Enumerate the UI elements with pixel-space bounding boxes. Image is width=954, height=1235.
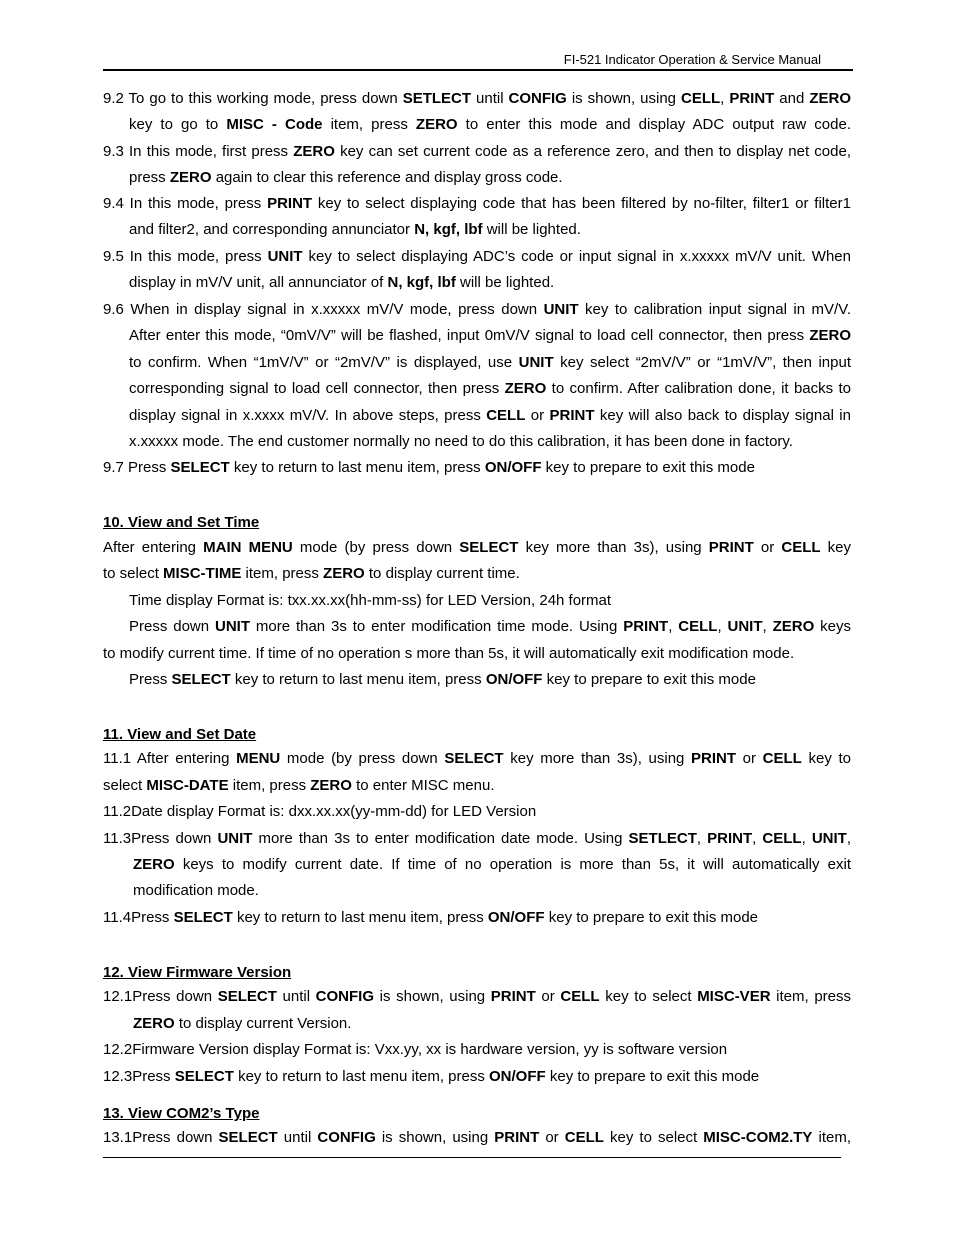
para-12-3 xyxy=(103,1068,851,1086)
para-9-6-line2 xyxy=(129,327,851,345)
key-term: SETLECT xyxy=(402,90,472,107)
text-run: key to select xyxy=(603,1129,704,1146)
key-term: SELECT xyxy=(459,539,519,556)
key-term: SELECT xyxy=(174,1068,234,1085)
key-term: MISC - Code xyxy=(226,116,323,133)
text-run: key xyxy=(820,539,851,556)
para-9-6-line5 xyxy=(129,407,851,425)
text-run: After enter this mode, “0mV/V” will be flashed, input 0mV/V signal to load cell connector, then press xyxy=(129,327,810,344)
key-term: UNIT xyxy=(811,830,847,847)
key-term: ON/OFF xyxy=(484,459,542,476)
heading-12 xyxy=(103,964,291,981)
text-run: , xyxy=(696,830,708,847)
key-term: UNIT xyxy=(727,618,763,635)
para-9-3-line2 xyxy=(129,169,851,187)
text-run: key to return to last menu item, press xyxy=(229,459,485,476)
heading-10 xyxy=(103,514,259,531)
key-term: MISC-COM2.TY xyxy=(703,1129,813,1146)
text-run: until xyxy=(471,90,509,107)
text-run: , xyxy=(762,618,773,635)
footer-rule xyxy=(103,1157,841,1158)
text-run: to enter this mode and display ADC output raw code. xyxy=(457,116,852,133)
key-term: CELL xyxy=(560,988,600,1005)
para-12-2 xyxy=(103,1041,851,1059)
key-term: SELECT xyxy=(217,988,277,1005)
text-run: 12.3Press xyxy=(103,1068,175,1085)
para-9-4-line2 xyxy=(129,221,851,239)
key-term: SETLECT xyxy=(628,830,697,847)
text-run: , xyxy=(846,830,852,847)
para-11-3-line1 xyxy=(103,830,851,848)
key-term: PRINT xyxy=(623,618,669,635)
key-term: ZERO xyxy=(772,618,815,635)
key-term: PRINT xyxy=(729,90,775,107)
text-run: key more than 3s), using xyxy=(518,539,709,556)
text-run: key to return to last menu item, press xyxy=(232,909,488,926)
para-11-2 xyxy=(103,803,851,821)
text-run: key to prepare to exit this mode xyxy=(544,909,759,926)
text-run: 13. View COM2’s Type xyxy=(103,1105,260,1122)
text-run: or xyxy=(753,539,782,556)
para-10-modify-line2 xyxy=(103,645,851,663)
text-run: 11.2Date display Format is: dxx.xx.xx(yy-mm-dd) for LED Version xyxy=(103,803,537,820)
key-term: CELL xyxy=(762,750,802,767)
text-run: key to return to last menu item, press xyxy=(233,1068,490,1085)
key-term: PRINT xyxy=(494,1129,540,1146)
key-term: UNIT xyxy=(518,354,554,371)
key-term: CELL xyxy=(781,539,821,556)
text-run: to confirm. After calibration done, it backs to xyxy=(546,380,851,397)
para-9-3-line1 xyxy=(103,143,851,161)
key-term: ON/OFF xyxy=(487,909,545,926)
para-9-6-line1 xyxy=(103,301,851,319)
text-run: and xyxy=(774,90,810,107)
text-run: to modify current time. If time of no operation s more than 5s, it will automatically exit modification mode. xyxy=(103,645,795,662)
text-run: will be lighted. xyxy=(482,221,581,238)
text-run: mode (by press down xyxy=(280,750,445,767)
key-term: PRINT xyxy=(691,750,737,767)
text-run: or xyxy=(535,988,561,1005)
key-term: CELL xyxy=(762,830,802,847)
para-9-5-line1 xyxy=(103,248,851,266)
key-term: MISC-TIME xyxy=(163,565,242,582)
text-run: After entering xyxy=(103,539,204,556)
text-run: 12.1Press down xyxy=(103,988,218,1005)
key-term: SELECT xyxy=(444,750,504,767)
header-title: FI-521 Indicator Operation & Service Manual xyxy=(563,52,821,67)
key-term: MENU xyxy=(236,750,281,767)
text-run: modification mode. xyxy=(133,882,259,899)
text-run: select xyxy=(103,777,147,794)
text-run: press xyxy=(129,169,170,186)
text-run: 9.6 When in display signal in x.xxxxx mV/V mode, press down xyxy=(103,301,544,318)
key-term: UNIT xyxy=(214,618,250,635)
para-10-line2 xyxy=(103,565,851,583)
text-run: key to calibration input signal in mV/V. xyxy=(578,301,851,318)
text-run: 11.1 After entering xyxy=(103,750,237,767)
header-rule xyxy=(103,69,853,71)
key-term: ZERO xyxy=(504,380,547,397)
text-run: 10. View and Set Time xyxy=(103,514,260,531)
key-term: CELL xyxy=(564,1129,604,1146)
text-run: , xyxy=(668,618,679,635)
para-11-3-line2 xyxy=(133,856,851,874)
text-run: 9.3 In this mode, first press xyxy=(103,143,294,160)
para-10-time-format xyxy=(129,592,851,610)
heading-11 xyxy=(103,726,256,743)
text-run: 11.4Press xyxy=(103,909,174,926)
key-term: CONFIG xyxy=(508,90,567,107)
text-run: item, press xyxy=(228,777,311,794)
para-10-line1 xyxy=(103,539,851,557)
para-10-return xyxy=(129,671,851,689)
key-term: ZERO xyxy=(415,116,458,133)
text-run: 9.7 Press xyxy=(103,459,171,476)
text-run: and filter2, and corresponding annunciator xyxy=(129,221,415,238)
text-run: display signal in x.xxxx mV/V. In above steps, press xyxy=(129,407,487,424)
key-term: PRINT xyxy=(267,195,313,212)
text-run: item, press xyxy=(322,116,416,133)
key-term: ZERO xyxy=(293,143,335,160)
key-term: ZERO xyxy=(310,777,352,794)
text-run: mode (by press down xyxy=(292,539,460,556)
text-run: key select “2mV/V” or “1mV/V”, then input xyxy=(553,354,851,371)
key-term: CONFIG xyxy=(317,1129,376,1146)
key-term: CELL xyxy=(681,90,721,107)
key-term: UNIT xyxy=(217,830,253,847)
text-run: or xyxy=(539,1129,565,1146)
text-run: or xyxy=(525,407,550,424)
text-run: until xyxy=(277,1129,318,1146)
para-11-1-line1 xyxy=(103,750,851,768)
page-header xyxy=(103,51,853,68)
para-10-modify-line1 xyxy=(129,618,851,636)
text-run: key to select displaying code that has been filtered by no-filter, filter1 or filter1 xyxy=(312,195,851,212)
text-run: corresponding signal to load cell connector, then press xyxy=(129,380,505,397)
key-term: ZERO xyxy=(809,90,851,107)
key-term: PRINT xyxy=(549,407,595,424)
key-term: PRINT xyxy=(490,988,536,1005)
text-run: display in mV/V unit, all annunciator of xyxy=(129,274,388,291)
text-run: , xyxy=(717,618,728,635)
key-term: ON/OFF xyxy=(489,1068,546,1085)
text-run: to confirm. When “1mV/V” or “2mV/V” is displayed, use xyxy=(129,354,519,371)
key-term: MISC-DATE xyxy=(146,777,229,794)
text-run: 12.2Firmware Version display Format is: Vxx.yy, xx is hardware version, yy is software version xyxy=(103,1041,728,1058)
key-term: MAIN MENU xyxy=(203,539,293,556)
para-11-1-line2 xyxy=(103,777,851,795)
text-run: will be lighted. xyxy=(455,274,555,291)
para-9-7 xyxy=(103,459,851,477)
key-term: UNIT xyxy=(267,248,303,265)
text-run: key to prepare to exit this mode xyxy=(545,1068,760,1085)
key-term: SELECT xyxy=(173,909,233,926)
text-run: key to return to last menu item, press xyxy=(230,671,486,688)
para-11-3-line3 xyxy=(133,882,851,900)
key-term: SELECT xyxy=(171,671,231,688)
key-term: MISC-VER xyxy=(697,988,771,1005)
key-term: ON/OFF xyxy=(485,671,543,688)
key-term: PRINT xyxy=(707,830,753,847)
key-term: CONFIG xyxy=(315,988,375,1005)
text-run: Press xyxy=(129,671,172,688)
text-run: until xyxy=(276,988,316,1005)
text-run: key to prepare to exit this mode xyxy=(542,671,756,688)
text-run: or xyxy=(736,750,763,767)
key-term: SELECT xyxy=(170,459,230,476)
text-run: Press down xyxy=(129,618,215,635)
text-run: 11. View and Set Date xyxy=(103,726,257,743)
para-12-1-line2 xyxy=(133,1015,851,1033)
text-run: 9.2 To go to this working mode, press down xyxy=(103,90,403,107)
text-run: to enter MISC menu. xyxy=(351,777,495,794)
text-run: is shown, using xyxy=(375,1129,495,1146)
key-term: CELL xyxy=(486,407,526,424)
text-run: 13.1Press down xyxy=(103,1129,219,1146)
para-9-6-line6 xyxy=(129,433,851,451)
text-run: key to select displaying ADC’s code or input signal in x.xxxxx mV/V unit. When xyxy=(302,248,851,265)
key-term: ZERO xyxy=(323,565,365,582)
text-run: item, press xyxy=(770,988,851,1005)
text-run: more than 3s to enter modification time mode. Using xyxy=(249,618,624,635)
text-run: more than 3s to enter modification date mode. Using xyxy=(252,830,629,847)
text-run: key to prepare to exit this mode xyxy=(541,459,755,476)
key-term: CELL xyxy=(678,618,718,635)
para-9-6-line3 xyxy=(129,354,851,372)
text-run: key to go to xyxy=(129,116,227,133)
text-run: key will also back to display signal in xyxy=(594,407,851,424)
key-term: ZERO xyxy=(169,169,212,186)
text-run: key to xyxy=(801,750,851,767)
text-run: item, press xyxy=(241,565,324,582)
para-13-1-line1 xyxy=(103,1129,851,1147)
key-term: ZERO xyxy=(133,856,175,873)
text-run: key can set current code as a reference zero, and then to display net code, xyxy=(334,143,851,160)
key-term: UNIT xyxy=(543,301,579,318)
text-run: 9.5 In this mode, press xyxy=(103,248,268,265)
text-run: keys to modify current date. If time of no operation is more than 5s, it will automatically exit xyxy=(174,856,851,873)
key-term: N, kgf, lbf xyxy=(387,274,456,291)
text-run: to display current Version. xyxy=(174,1015,352,1032)
heading-13 xyxy=(103,1105,259,1122)
text-run: , xyxy=(720,90,730,107)
key-term: ZERO xyxy=(133,1015,175,1032)
text-run: is shown, using xyxy=(566,90,681,107)
key-term: ZERO xyxy=(809,327,851,344)
para-11-4 xyxy=(103,909,851,927)
text-run: is shown, using xyxy=(374,988,491,1005)
text-run: 9.4 In this mode, press xyxy=(103,195,268,212)
text-run: keys xyxy=(814,618,851,635)
para-9-4-line1 xyxy=(103,195,851,213)
para-12-1-line1 xyxy=(103,988,851,1006)
para-9-5-line2 xyxy=(129,274,851,292)
text-run: , xyxy=(801,830,812,847)
text-run: 12. View Firmware Version xyxy=(103,964,292,981)
text-run: to select xyxy=(103,565,164,582)
text-run: key to select xyxy=(599,988,698,1005)
text-run: 11.3Press down xyxy=(103,830,218,847)
text-run: x.xxxxx mode. The end customer normally no need to do this calibration, it has been done in factory. xyxy=(129,433,793,450)
text-run: , xyxy=(752,830,763,847)
text-run: Time display Format is: txx.xx.xx(hh-mm-ss) for LED Version, 24h format xyxy=(129,592,612,609)
text-run: again to clear this reference and display gross code. xyxy=(211,169,563,186)
para-9-6-line4 xyxy=(129,380,851,398)
para-9-2-line2 xyxy=(129,116,851,134)
text-run: to display current time. xyxy=(364,565,520,582)
text-run: key more than 3s), using xyxy=(503,750,692,767)
text-run: item, xyxy=(812,1129,851,1146)
key-term: SELECT xyxy=(218,1129,278,1146)
key-term: N, kgf, lbf xyxy=(414,221,483,238)
key-term: PRINT xyxy=(708,539,754,556)
para-9-2-line1 xyxy=(103,90,851,108)
